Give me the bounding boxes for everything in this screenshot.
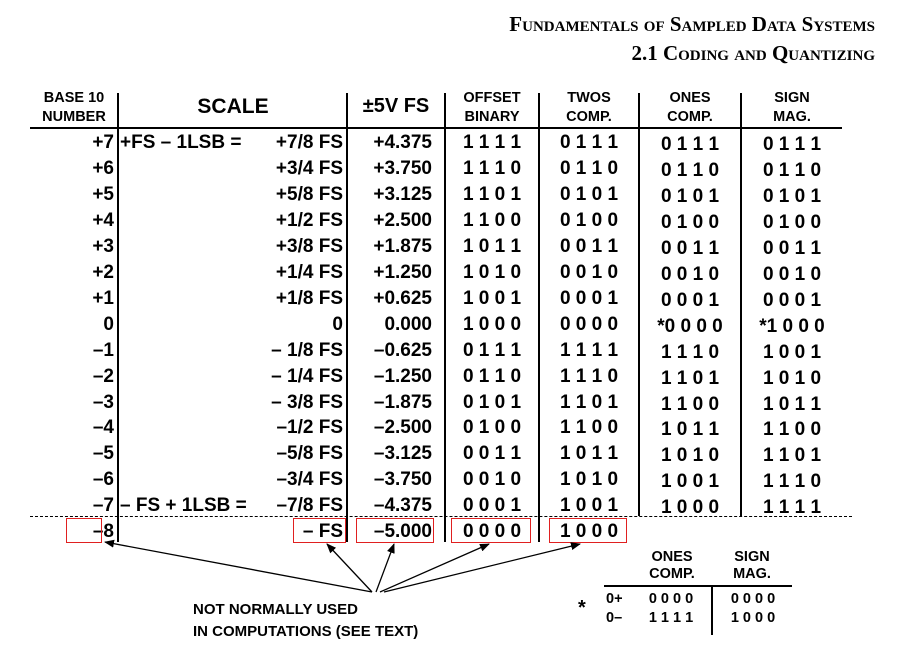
col-head-base10: BASE 10 NUMBER (42, 90, 106, 125)
cell-fs: +2.500 (373, 209, 432, 231)
cell-scale: 0 (332, 313, 343, 335)
cell-ones: 0 0 0 1 (660, 289, 720, 311)
cell-ones: 1 0 0 0 (660, 497, 720, 519)
col-head-twos: TWOS COMP. (566, 90, 612, 125)
cell-base10: +4 (92, 209, 114, 231)
cell-scale: –7/8 FS (276, 495, 343, 517)
cell-twos: 1 1 1 1 (559, 339, 619, 361)
cell-fs: –3.125 (373, 443, 432, 465)
cell-ones: *0 0 0 0 (657, 315, 723, 337)
cell-base10: –2 (92, 365, 114, 387)
mini-head-ones: ONES COMP. (649, 549, 695, 582)
cell-offset: 0 1 0 0 (462, 417, 522, 439)
cell-offset: 0 0 1 1 (462, 443, 522, 465)
cell-base10: +5 (92, 183, 114, 205)
cell-scale: –1/2 FS (276, 417, 343, 439)
cell-base10: +7 (92, 132, 114, 153)
cell-ones: 1 1 1 0 (660, 341, 720, 363)
mini-head-sign: SIGN MAG. (733, 549, 771, 582)
cell-offset: 0 1 1 0 (462, 365, 522, 387)
cell-sign: 1 1 0 1 (762, 445, 822, 467)
cell-sign: 1 0 1 0 (762, 367, 822, 389)
arrow-to-offset (380, 544, 489, 592)
cell-sign: 0 0 1 1 (762, 237, 822, 259)
mini-cell-sign: 1 0 0 0 (730, 610, 776, 626)
cell-scale: +1/8 FS (275, 287, 343, 309)
cell-offset: 1 0 1 1 (462, 235, 522, 257)
mini-row-label: 0– (606, 610, 623, 626)
arrow-to-fs (376, 544, 394, 592)
cell-fs: +3.125 (373, 183, 432, 205)
cell-ones: 0 0 1 1 (660, 237, 720, 259)
col-head-ones: ONES COMP. (667, 90, 713, 125)
subsection-title: 2.1 Coding and Quantizing (631, 41, 875, 65)
cell-offset: 0 0 0 1 (462, 495, 522, 517)
cell-base10: –1 (92, 339, 114, 361)
cell-twos: 0 1 1 1 (559, 132, 619, 153)
cell-fs: +1.875 (373, 235, 432, 257)
cell-scale: +7/8 FS (275, 132, 343, 153)
cell-sign: 1 1 1 0 (762, 471, 822, 493)
cell-fs: –3.750 (373, 469, 432, 491)
cell-sign: *1 0 0 0 (759, 315, 825, 337)
cell-scale: – 1/4 FS (271, 365, 343, 387)
cell-ones: 0 1 0 1 (660, 185, 720, 207)
cell-scale-prefix: +FS – 1LSB = (120, 132, 242, 153)
cell-offset: 1 0 0 0 (462, 313, 522, 335)
cell-twos: 1 0 1 1 (559, 443, 619, 465)
cell-base10: 0 (103, 313, 114, 335)
cell-twos: 0 1 0 0 (559, 209, 619, 231)
cell-offset: 1 0 1 0 (462, 261, 522, 283)
cell-twos: 1 0 0 1 (559, 495, 619, 517)
cell-twos: 1 1 0 1 (559, 391, 619, 413)
cell-base10: –5 (92, 443, 114, 465)
cell-ones: 1 0 0 1 (660, 471, 720, 493)
cell-fs: 0.000 (384, 313, 432, 335)
cell-fs: +3.750 (373, 157, 432, 179)
cell-sign: 0 1 1 0 (762, 159, 822, 181)
mini-divider (711, 585, 713, 635)
cell-offset: 0 1 0 1 (462, 391, 522, 413)
cell-sign: 0 1 1 1 (762, 134, 822, 155)
section-title: Fundamentals of Sampled Data Systems (509, 12, 875, 36)
cell-sign: 0 1 0 1 (762, 185, 822, 207)
cell-ones: 0 1 1 0 (660, 159, 720, 181)
cell-twos: 1 0 1 0 (559, 469, 619, 491)
cell-scale: – FS (302, 521, 343, 543)
mini-header-rule (604, 585, 792, 587)
arrow-to-twos (384, 544, 580, 592)
cell-fs: –1.875 (373, 391, 432, 413)
cell-twos: 0 0 0 0 (559, 313, 619, 335)
cell-twos: 0 0 0 1 (559, 287, 619, 309)
cell-ones: 0 0 1 0 (660, 263, 720, 285)
cell-base10: –7 (92, 495, 114, 517)
note-text: NOT NORMALLY USED IN COMPUTATIONS (SEE TEXT) (193, 601, 419, 640)
cell-scale: +1/4 FS (275, 261, 343, 283)
cell-offset: 1 1 0 1 (462, 183, 522, 205)
mini-cell-ones: 1 1 1 1 (648, 610, 694, 626)
cell-offset: 1 1 0 0 (462, 209, 522, 231)
cell-sign: 1 0 1 1 (762, 393, 822, 415)
cell-fs: –1.250 (373, 365, 432, 387)
cell-base10: –8 (92, 521, 114, 543)
cell-twos: 0 1 1 0 (559, 157, 619, 179)
cell-offset: 1 0 0 1 (462, 287, 522, 309)
cell-fs: +0.625 (373, 287, 432, 309)
cell-offset: 1 1 1 0 (462, 157, 522, 179)
cell-base10: –4 (92, 417, 114, 439)
cell-scale: +3/4 FS (275, 157, 343, 179)
col-head-scale: SCALE (197, 95, 269, 118)
cell-scale: +1/2 FS (275, 209, 343, 231)
cell-twos: 0 0 1 1 (559, 235, 619, 257)
cell-sign: 1 1 0 0 (762, 419, 822, 441)
cell-scale-prefix: – FS + 1LSB = (120, 495, 247, 517)
cell-ones: 1 0 1 0 (660, 445, 720, 467)
cell-scale: +5/8 FS (275, 183, 343, 205)
cell-ones: 1 1 0 0 (660, 393, 720, 415)
cell-scale: – 3/8 FS (271, 391, 343, 413)
cell-offset: 0 0 1 0 (462, 469, 522, 491)
cell-base10: +1 (92, 287, 114, 309)
col-head-offset: OFFSET BINARY (463, 90, 521, 125)
mini-row-label: 0+ (606, 591, 623, 607)
cell-sign: 1 1 1 1 (762, 497, 822, 519)
cell-sign: 0 1 0 0 (762, 211, 822, 233)
cell-ones: 1 1 0 1 (660, 367, 720, 389)
cell-fs: +4.375 (373, 132, 432, 153)
asterisk-marker: * (578, 597, 586, 619)
cell-base10: +2 (92, 261, 114, 283)
mini-cell-ones: 0 0 0 0 (648, 591, 694, 607)
cell-base10: +3 (92, 235, 114, 257)
cell-fs: –4.375 (373, 495, 432, 517)
cell-fs: –2.500 (373, 417, 432, 439)
cell-offset: 0 0 0 0 (462, 521, 522, 543)
cell-twos: 0 0 1 0 (559, 261, 619, 283)
cell-sign: 0 0 1 0 (762, 263, 822, 285)
cell-twos: 1 1 0 0 (559, 417, 619, 439)
cell-base10: –6 (92, 469, 114, 491)
cell-twos: 1 1 1 0 (559, 365, 619, 387)
cell-scale: –5/8 FS (276, 443, 343, 465)
col-head-sign: SIGN MAG. (773, 90, 811, 125)
cell-twos: 0 1 0 1 (559, 183, 619, 205)
cell-twos: 1 0 0 0 (559, 521, 619, 543)
cell-ones: 1 0 1 1 (660, 419, 720, 441)
col-head-fs: ±5V FS (362, 95, 430, 117)
cell-fs: –5.000 (373, 521, 432, 543)
cell-fs: –0.625 (373, 339, 432, 361)
cell-scale: – 1/8 FS (271, 339, 343, 361)
cell-base10: –3 (92, 391, 114, 413)
cell-scale: +3/8 FS (275, 235, 343, 257)
cell-offset: 0 1 1 1 (462, 339, 522, 361)
cell-ones: 0 1 1 1 (660, 134, 720, 155)
cell-sign: 1 0 0 1 (762, 341, 822, 363)
mini-cell-sign: 0 0 0 0 (730, 591, 776, 607)
cell-offset: 1 1 1 1 (462, 132, 522, 153)
cell-base10: +6 (92, 157, 114, 179)
cell-sign: 0 0 0 1 (762, 289, 822, 311)
cell-fs: +1.250 (373, 261, 432, 283)
cell-scale: –3/4 FS (276, 469, 343, 491)
cell-ones: 0 1 0 0 (660, 211, 720, 233)
